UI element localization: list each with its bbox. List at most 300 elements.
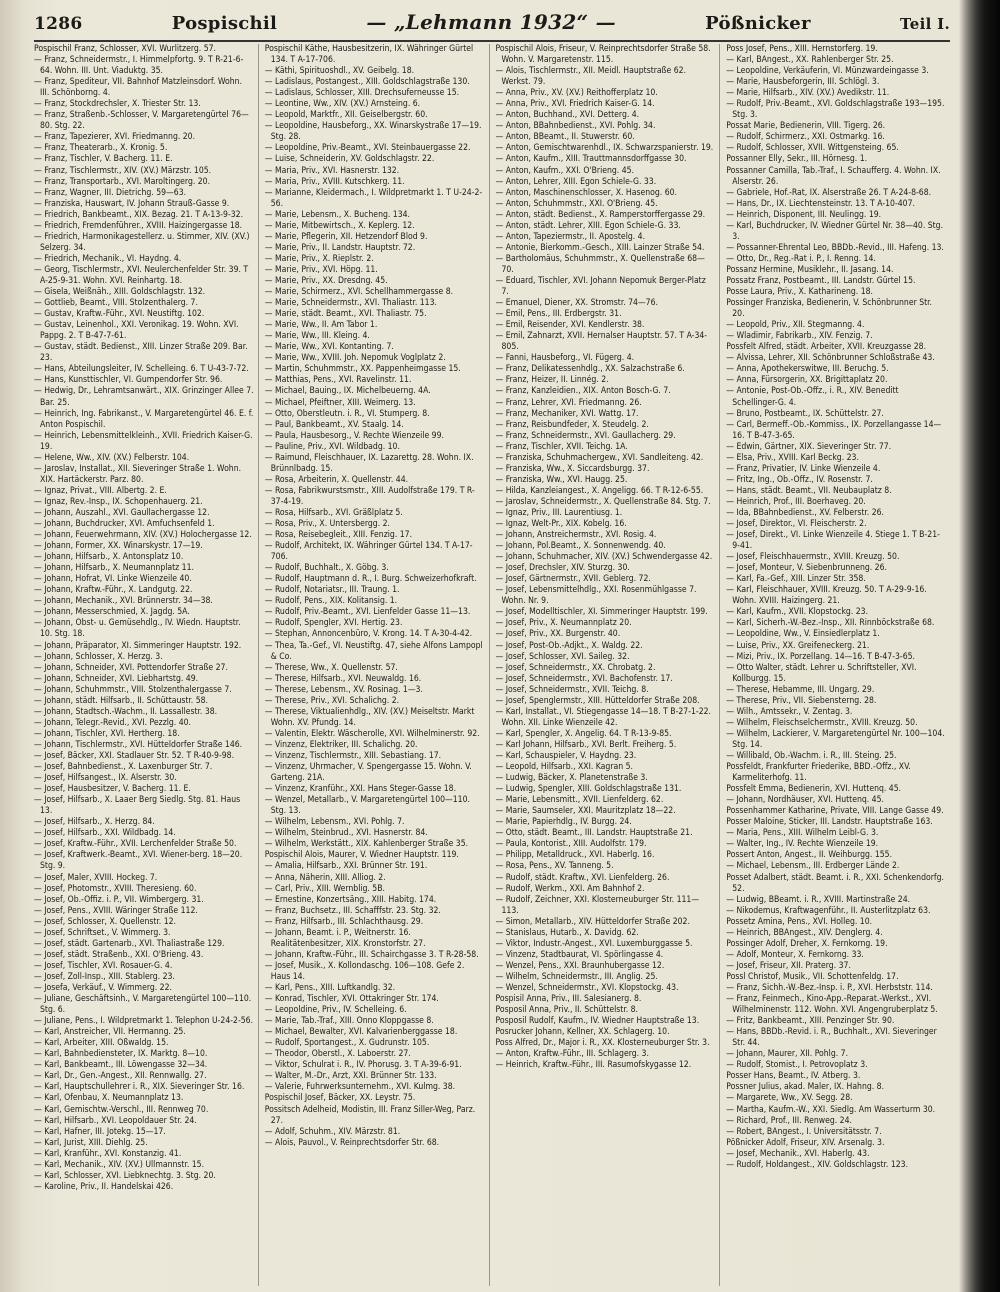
directory-entry: — Georg, Tischlermstr., XVI. Neulerchenfelder Str. 39. T A-25-9-31. Wohn. XVI. Reinhartg. 18. <box>34 264 249 286</box>
directory-entry: — Franz, Tischler, XVII. Teichg. 1A. <box>495 441 628 452</box>
directory-entry: Possat Marie, Bedienerin, VIII. Tigerg. 26. <box>726 121 886 132</box>
directory-entry: — Josefa, Verkäuf., V. Wimmerg. 22. <box>34 982 172 993</box>
directory-entry: — Josef, Post-Ob.-Adjkt., X. Waldg. 22. <box>495 640 643 651</box>
directory-entry: — Emil, Zahnarzt, XVII. Hernalser Hauptstr. 57. T A-34-805. <box>495 331 708 353</box>
directory-entry: Possert Anton, Angest., II. Weihburgg. 155. <box>726 850 893 861</box>
directory-entry: — Hans, Abteilungsleiter, IV. Schelleing. 6. T U-43-7-72. <box>34 364 249 375</box>
directory-entry: — Karl, Buchdrucker, IV. Wiedner Gürtel Nr. 38—40. Stg. 3. <box>726 220 944 242</box>
directory-entry: — Johann, Kraftw.-Führ., III. Schairchgasse 3. T R-28-58. <box>264 949 479 960</box>
directory-entry: — Stephan, Annoncenbüro, V. Krong. 14. T A-30-4-42. <box>264 629 473 640</box>
directory-entry: Pospischil Alois, Friseur, V. Reinprechtsdorfer Straße 58. Wohn. V. Margaretenstr. 115. <box>495 44 711 66</box>
directory-entry: Posrucker Johann, Kellner, XX. Schlagerg. 10. <box>495 1027 670 1038</box>
directory-entry: — Hans, BBDb.-Revid. i. R., Buchhalt., XVI. Sieveringer Str. 44. <box>726 1027 937 1049</box>
directory-entry: — Johann, Messerschmied, X. Jagdg. 5A. <box>34 607 190 618</box>
directory-entry: Possfeldt, Frankfurter Friederike, BBD.-Offz., XV. Karmeliterhofg. 11. <box>726 762 911 784</box>
directory-entry: — Anton, Kaufm., XIII. Trauttmannsdorffgasse 30. <box>495 154 687 165</box>
directory-entry: — Raimund, Fleischhauer, IX. Lazarettg. 28. Wohn. IX. Brünnlbadg. 15. <box>264 452 474 474</box>
directory-entry: — Anton, städt. Lehrer, XIII. Egon Schiele-G. 33. <box>495 220 681 231</box>
directory-entry: — Johann, Former, XX. Winarskystr. 17—19. <box>34 541 203 552</box>
directory-entry: — Valerie, Fuhrwerksunternehm., XVI. Kulmg. 38. <box>264 1082 456 1093</box>
directory-entry: — Jaroslav, Installat., XII. Sieveringer Straße 1. Wohn. XIX. Hartäckerstr. Parz. 80. <box>34 463 242 485</box>
directory-entry: — Wilhelm, Fleischselchermstr., XVIII. Kreuzg. 50. <box>726 717 918 728</box>
directory-entry: Pößnicker Adolf, Friseur, XIV. Arsenalg. 3. <box>726 1137 885 1148</box>
directory-entry: — Luise, Schneiderin, XV. Goldschlagstr. 22. <box>264 154 435 165</box>
directory-entry: — Karl, Jurist, XIII. Diehlg. 25. <box>34 1137 148 1148</box>
directory-entry: — Karl, Ofenbau, X. Neumannplatz 13. <box>34 1093 184 1104</box>
directory-entry: — Anton, BBeamt., II. Stuwerstr. 60. <box>495 132 635 143</box>
directory-entry: — Karl, Kranführ., XVI. Konstanzig. 41. <box>34 1148 182 1159</box>
directory-entry: — Heinrich, Disponent, III. Neulingg. 19. <box>726 209 882 220</box>
directory-entry: — Anton, Lehrer, XIII. Egon Schiele-G. 33. <box>495 176 657 187</box>
directory-entry: Possitsch Adelheid, Modistin, III. Franz Siller-Weg, Parz. 27. <box>264 1104 476 1126</box>
running-header <box>34 10 950 40</box>
directory-entry: — Stanislaus, Hutarb., X. Davidg. 62. <box>495 927 639 938</box>
directory-entry: — Rosa, Arbeiterin, X. Quellenstr. 44. <box>264 474 409 485</box>
directory-entry: — Heinrich, BBAngest., XIV. Denglerg. 4. <box>726 927 883 938</box>
directory-entry: — Ladislaus, Postangest., XIII. Goldschlagstraße 130. <box>264 77 470 88</box>
directory-entry: — Josef, Modelltischler, XI. Simmeringer Hauptstr. 199. <box>495 607 708 618</box>
directory-entry: — Josef, Photomstr., XVIII. Theresieng. 60. <box>34 883 197 894</box>
directory-entry: — Therese, Ww., X. Quellenstr. 57. <box>264 662 398 673</box>
directory-entry: — Thea, Ta.-Gef., VI. Neustiftg. 47, siehe Alfons Lampopl & Co. <box>264 640 483 662</box>
header-first-name: Pospischil <box>171 13 278 34</box>
directory-entry: — Josef, Schlosser, X. Quellenstr. 12. <box>34 916 177 927</box>
directory-entry: — Johann, Mechanik., XVI. Brünnerstr. 34—38. <box>34 596 213 607</box>
directory-entry: — Marie, Hilfsarb., XIV. (XV.) Avedikstr. 11. <box>726 88 890 99</box>
directory-entry: — Marie, Saumseler, XXI. Mauritzplatz 18—22. <box>495 806 676 817</box>
directory-entry: Possinger Adolf, Dreher, X. Fernkorng. 19. <box>726 938 888 949</box>
directory-entry: — Johann, Schneider, XVI. Liebhartstg. 49. <box>34 673 199 684</box>
directory-entry: Possatz Franz, Postbeamt., III. Landstr. Gürtel 15. <box>726 275 916 286</box>
directory-entry: — Paula, Hausbesorg., V. Rechte Wienzeile 99. <box>264 430 444 441</box>
directory-entry: — Simon, Metallarb., XIV. Hütteldorfer Straße 202. <box>495 916 690 927</box>
directory-entry: — Johann, Schlosser, X. Herzg. 3. <box>34 651 163 662</box>
directory-entry: — Franz, Schneidermstr., XVI. Gaullacherg. 29. <box>495 430 676 441</box>
directory-entry: — Philipp, Metalldruck., XVI. Haberlg. 16. <box>495 850 655 861</box>
directory-entry: — Leopold, Priv., XII. Stegmanng. 4. <box>726 320 865 331</box>
directory-entry: — Heinrich, Prof., III. Boerhaveg. 20. <box>726 496 866 507</box>
directory-entry: — Juliane, Pens., I. Wildpretmarkt 1. Telephon U-24-2-56. <box>34 1016 254 1027</box>
directory-entry: — Michael, Lebensm., III. Erdberger Lände 2. <box>726 861 900 872</box>
directory-entry: — Anton, Schuhmmstr., XXI. O'Brieng. 45. <box>495 198 658 209</box>
directory-entry: — Antonie, Post-Ob.-Offz., i. R., XIV. Beneditt Schellinger-G. 4. <box>726 386 899 408</box>
directory-entry: — Emil, Reisender, XVI. Kendlerstr. 38. <box>495 320 645 331</box>
directory-entry: — Therese, Priv., XVI. Schalichg. 2. <box>264 695 400 706</box>
directory-entry: — Therese, Lebensm., XV. Rosinag. 1—3. <box>264 684 423 695</box>
directory-entry: — Karl, Installat., VI. Stiegengasse 14—18. T B-27-1-22. Wohn. XII. Linke Wienzeile 42. <box>495 706 711 728</box>
directory-entry: — Franz, Wagner, III. Dietrichg. 59—63. <box>34 187 187 198</box>
directory-entry: — Fanni, Hausbeforg., VI. Fügerg. 4. <box>495 353 635 364</box>
directory-entry: — Matthias, Pens., XVI. Ravelinstr. 11. <box>264 375 412 386</box>
column-1 <box>34 44 259 1286</box>
directory-entry: — Karl, Fleischhauer, XVIII. Kreuzg. 50. T A-29-9-16. Wohn. XVIII. Haizingerg. 21. <box>726 585 927 607</box>
directory-entry: — Gisela, Weißnäh., XIII. Goldschlagstr. 132. <box>34 287 206 298</box>
directory-entry: — Michael, Bewalter, XVI. Kalvarienberggasse 18. <box>264 1027 458 1038</box>
directory-entry: — Otto, Dr., Reg.-Rat i. P., I. Renng. 14. <box>726 253 876 264</box>
directory-entry: — Karl, Hafner, III. Jotekg. 15—17. <box>34 1126 166 1137</box>
directory-entry: — Josef, städt. Straßenb., XXI. O'Brieng. 43. <box>34 949 204 960</box>
directory-entry: — Wilhelm, Werkstätt., XIX. Kahlenberger Straße 35. <box>264 839 469 850</box>
directory-entry: — Anton, Kaufm., XXI. O'Brieng. 45. <box>495 165 635 176</box>
directory-entry: — Josef, Gärtnermstr., XVII. Geblerg. 72. <box>495 574 651 585</box>
directory-entry: — Franziska, Hauswart, IV. Johann Strauß-Gasse 9. <box>34 198 230 209</box>
directory-entry: — Alois, Pauvol., V. Reinprechtsdorfer Str. 68. <box>264 1137 440 1148</box>
directory-entry: — Johann, Stadtsch.-Wachm., II. Lassallestr. 38. <box>34 706 218 717</box>
directory-entry: — Wenzel, Metallarb., V. Margaretengürtel 100—110. Stg. 13. <box>264 795 470 817</box>
directory-entry: — Johann, Anstreichermstr., XVI. Rosig. 4. <box>495 530 657 541</box>
directory-entry: Pospischil Käthe, Hausbesitzerin, IX. Währinger Gürtel 134. T A-17-706. <box>264 44 474 66</box>
directory-entry: — Konrad, Tischler, XVI. Ottakringer Str. 174. <box>264 994 439 1005</box>
directory-entry: — Helene, Ww., XIV. (XV.) Felberstr. 104. <box>34 452 190 463</box>
directory-entry: Posser Maloine, Sticker, III. Landstr. Hauptstraße 163. <box>726 817 933 828</box>
directory-entry: — Hedwig, Dr., Lehramtsanwärt., XIX. Grinzinger Allee 7. Bar. 25. <box>34 386 254 408</box>
directory-entry: — Maria, Pens., XIII. Wilhelm Leibl-G. 3. <box>726 828 879 839</box>
directory-entry: — Franz, Straßenb.-Schlosser, V. Margaretengürtel 76—80. Stg. 22. <box>34 110 249 132</box>
directory-entry: — Wenzel, Pens., XXI. Braunhubergasse 12. <box>495 960 665 971</box>
directory-entry: — Johann, Schuhmacher, XIV. (XV.) Schwendergasse 42. <box>495 552 713 563</box>
directory-entry: — Martin, Schuhmmstr., XX. Pappenheimgasse 15. <box>264 364 461 375</box>
directory-entry: — Josef, Hausbesitzer, V. Bacherg. 11. E. <box>34 784 191 795</box>
directory-entry: — Otto, städt. Beamt., III. Landstr. Hauptstraße 21. <box>495 828 693 839</box>
directory-entry: — Juliane, Geschäftsinh., V. Margaretengürtel 100—110. Stg. 6. <box>34 994 252 1016</box>
directory-entry: — Luise, Priv., XX. Greifeneckerg. 21. <box>726 640 870 651</box>
directory-entry: Posset Adalbert, städt. Beamt. i. R., XXI. Schenkendorfg. 52. <box>726 872 944 894</box>
directory-entry: — Josef, Spenglermstr., XIII. Hütteldorfer Straße 208. <box>495 695 700 706</box>
directory-entry: — Johann, Obst- u. Gemüsehdlg., IV. Wiedn. Hauptstr. 10. Stg. 18. <box>34 618 241 640</box>
directory-entry: — Gustav, städt. Bedienst., XIII. Linzer Straße 209. Bar. 23. <box>34 342 248 364</box>
directory-entry: — Pauline, Priv., XVI. Wildbadg. 10. <box>264 441 400 452</box>
directory-entry: — Emanuel, Diener, XX. Stromstr. 74—76. <box>495 298 658 309</box>
directory-entry: — Josef, Schneidermstr., XVII. Teichg. 8. <box>495 684 649 695</box>
directory-entry: — Marie, Papierhdlg., IV. Burgg. 24. <box>495 817 632 828</box>
directory-entry: — Marie, Priv., XX. Dresdng. 45. <box>264 275 388 286</box>
directory-entry: — Marie, Hausbeforgerin, III. Schlögl. 3. <box>726 77 880 88</box>
directory-entry: — Viktor, Industr.-Angest., XVI. Luxemburggasse 5. <box>495 938 693 949</box>
directory-entry: — Marie, Lebensm., X. Bucheng. 134. <box>264 209 410 220</box>
directory-entry: — Josef, Schneidermstr., XX. Chrobatg. 2. <box>495 662 656 673</box>
directory-entry: — Wilhelm, Steinbrud., XVI. Hasnerstr. 84. <box>264 828 428 839</box>
directory-entry: — Anton, städt. Bedienst., X. Ramperstorffergasse 29. <box>495 209 706 220</box>
directory-entry: — Johann, Buchdrucker, XVI. Amfuchsenfeld 1. <box>34 519 215 530</box>
directory-entry: — Ida, BBahnbedienst., XV. Felberstr. 26. <box>726 507 884 518</box>
directory-entry: — Heinrich, Kraftw.-Führ., III. Rasumofskygasse 12. <box>495 1060 692 1071</box>
directory-entry: — Johann, Auszahl., XVI. Gaullachergasse 12. <box>34 507 210 518</box>
directory-entry: — Alvissa, Lehrer, XII. Schönbrunner Schloßstraße 43. <box>726 353 935 364</box>
directory-entry: — Bruno, Postbeamt., IX. Schüttelstr. 27. <box>726 408 884 419</box>
directory-entry: — Fritz, Ing., Ob.-Offz., IV. Rosenstr. 7. <box>726 474 873 485</box>
directory-entry: — Heinrich, Ing. Fabrikanst., V. Margaretengürtel 46. E. f. Anton Pospischil. <box>34 408 254 430</box>
directory-entry: — Karl, Hauptschullehrer i. R., XIX. Sieveringer Str. 16. <box>34 1082 245 1093</box>
directory-entry: — Johann, Feuerwehrmann, XIV. (XV.) Holochergasse 12. <box>34 530 252 541</box>
directory-entry: — Franz, Delikatessenhdlg., XX. Salzachstraße 6. <box>495 364 685 375</box>
directory-entry: — Vinzenz, Tischlermstr., XIII. Sebastiang. 17. <box>264 751 442 761</box>
directory-entry: — Marie, Ww., XVI. Kontanting. 7. <box>264 342 394 353</box>
directory-entry: — Marie, Priv., II. Landstr. Hauptstr. 72. <box>264 242 416 253</box>
directory-entry: — Johann, Pol.Beamt., X. Sonnenwendg. 40. <box>495 541 666 552</box>
directory-entry: — Fritz, Bankbeamt., XIII. Penzinger Str. 90. <box>726 1016 895 1027</box>
directory-entry: — Josef, Direkt., VI. Linke Wienzeile 4. Stiege 1. T B-21-9-41. <box>726 530 940 552</box>
directory-entry: — Franz, Theaterarb., X. Kronig. 5. <box>34 143 168 154</box>
directory-entry: — Johann, städt. Hilfsarb., II. Schüttaustr. 58. <box>34 695 209 706</box>
directory-entry: — Josef, Kraftw.-Führ., XVII. Lerchenfelder Straße 50. <box>34 839 237 850</box>
directory-entry: — Vinzenz, Kranführ., XXI. Hans Steger-Gasse 18. <box>264 784 457 795</box>
directory-entry: — Maria, Priv., XVI. Hasnerstr. 132. <box>264 165 400 176</box>
directory-entry: — Johann, Maurer, XII. Pohlg. 7. <box>726 1049 849 1060</box>
directory-entry: — Marie, Priv., XVI. Höpg. 11. <box>264 264 378 275</box>
directory-entry: Possfelt Emma, Bedienerin, XVI. Huttenq. 45. <box>726 784 902 795</box>
directory-entry: — Ladislaus, Schlosser, XIII. Drechsuferneusse 15. <box>264 88 460 99</box>
directory-entry: — Hilda, Kanzleiangest., X. Angeligg. 66. T R-12-6-55. <box>495 485 704 496</box>
directory-entry: Posser Hans, Beamt., IV. Atberg. 3. <box>726 1071 861 1082</box>
directory-entry: Possl Christof, Musik., VII. Schottenfeldg. 17. <box>726 971 899 982</box>
directory-entry: — Josef, Musik., X. Kollondaschg. 106—108. Gefe 2. Haus 14. <box>264 960 465 982</box>
directory-entry: — Rudolf, Pens., XIX. Kolitansig. 1. <box>264 596 398 607</box>
directory-entry: — Jaroslav, Schneidermstr., X. Quellenstraße 84. Stg. 7. <box>495 496 711 507</box>
directory-entry: — Wilhelm, Lebensm., XVI. Pohlg. 7. <box>264 817 405 828</box>
directory-entry: — Paula, Kontorist., XIII. Audolfstr. 179. <box>495 839 647 850</box>
directory-entry: — Paul, Bankbeamt., XV. Staalg. 14. <box>264 419 404 430</box>
directory-entry: — Anna, Priv., XVI. Friedrich Kaiser-G. 14. <box>495 99 655 110</box>
binding-shadow <box>958 0 1000 1292</box>
directory-entry: — Josef, Lebensmittelhdlg., XXI. Rosenmühlgasse 7. Wohn. Nr. 9. <box>495 585 697 607</box>
directory-entry: — Johann, Schuhmmstr., VIII. Stolzenthalergasse 7. <box>34 684 232 695</box>
directory-entry: — Vinzenz, Stadtbaurat, VI. Spörlingasse 4. <box>495 949 664 960</box>
directory-entry: — Josef, Bahnbedienst., X. Laxenburger Str. 7. <box>34 762 213 773</box>
directory-entry: Possner Julius, akad. Maler, IX. Hahng. 8. <box>726 1082 885 1093</box>
directory-entry: — Josef, Schneidermstr., XVI. Bachofenstr. 17. <box>495 673 673 684</box>
directory-entry: — Therese, Viktualienhdlg., XIV. (XV.) Meiseltstr. Markt Wohn. XV. Pfundg. 14. <box>264 706 475 728</box>
directory-entry: — Marie, Pflegerin, XII. Hetzendorf Blod 9. <box>264 231 428 242</box>
directory-entry: — Nikodemus, Kraftwagenführ., II. Austerlitzplatz 63. <box>726 905 931 916</box>
directory-entry: — Ignaz, Welt-Pr., XIX. Kobelg. 16. <box>495 519 627 530</box>
publication-title: — „Lehmann 1932“ — <box>366 10 616 34</box>
directory-entry: — Marie, Lebensmitt., XVII. Lienfelderg. 62. <box>495 795 664 806</box>
directory-entry: — Karl, Bahnbediensteter, IX. Marktg. 8—10. <box>34 1049 208 1060</box>
directory-entry: — Therese, Priv., VII. Siebensterng. 28. <box>726 695 877 706</box>
directory-entry: — Antonie, Bierkomm.-Gesch., XIII. Lainzer Straße 54. <box>495 242 705 253</box>
directory-entry: — Anton, Kraftw.-Führ., III. Schlagerg. 3. <box>495 1049 649 1060</box>
directory-entry: — Ernestine, Konzertsäng., XIII. Habitg. 174. <box>264 894 437 905</box>
directory-entry: — Marie, Mitbewirtsch., X. Keplerg. 12. <box>264 220 415 231</box>
directory-entry: — Rudolf, Holdangest., XIV. Goldschlagstr. 123. <box>726 1159 909 1170</box>
directory-entry: — Heinrich, Lebensmittelkleinh., XVII. Friedrich Kaiser-G. 19. <box>34 430 253 452</box>
directory-entry: — Leopoldine, Ww., V. Einsiedlerplatz 1. <box>726 629 880 640</box>
directory-entry: — Rudolf, Priv.-Beamt., XVI. Goldschlagstraße 193—195. Stg. 3. <box>726 99 945 121</box>
directory-entry: — Käthi, Spirituoshdl., XV. Geibelg. 18. <box>264 66 415 77</box>
directory-entry: — Johann, Nordhäuser, XVI. Huttenq. 45. <box>726 795 884 806</box>
directory-entry: — Franz, Schneidermstr., I. Himmelpfortg. 9. T R-21-6-64. Wohn. III. Unt. Viaduktg. 35. <box>34 55 244 77</box>
directory-entry: — Ludwig, BBeamt. i. R., XVIII. Martinstraße 24. <box>726 894 911 905</box>
directory-entry: — Marianne, Kleidermach., I. Wildpretmarkt 1. T U-24-2-56. <box>264 187 483 209</box>
directory-entry: — Josef, Zoll-Insp., XIII. Stablerg. 23. <box>34 971 175 982</box>
directory-entry: — Wenzel, Schneidermstr., XVI. Klopstockg. 43. <box>495 982 679 993</box>
directory-entry: Posposil Rudolf, Kaufm., IV. Wiedner Hauptstraße 13. <box>495 1016 700 1027</box>
directory-entry: — Vinzenz, Elektriker, III. Schalichg. 20. <box>264 739 418 750</box>
directory-entry: Pospischil Alois, Maurer, V. Wiedner Hauptstr. 119. <box>264 850 459 861</box>
directory-entry: — Vinzenz, Uhrmacher, V. Spengergasse 15. Wohn. V. Garteng. 21A. <box>264 762 472 784</box>
directory-entry: — Karl Johann, Hilfsarb., XVI. Berlt. Freiherg. 5. <box>495 739 677 750</box>
directory-entry: — Franz, Lehrer, XVI. Friedmanng. 26. <box>495 397 642 408</box>
directory-entry: — Franz, Buchsetz., III. Schafffstr. 23. Stg. 32. <box>264 905 441 916</box>
directory-entry: — Franz, Mechaniker, XVI. Wattg. 17. <box>495 408 639 419</box>
directory-entry: — Hans, Kunsttischler, VI. Gumpendorfer Str. 96. <box>34 375 223 386</box>
directory-entry: — Friedrich, Fremdenführer., XVIII. Haizingergasse 18. <box>34 220 243 231</box>
directory-entry: — Leopold, Marktfr., XII. Geiselbergstr. 60. <box>264 110 428 121</box>
directory-entry: — Anna, Näherin, XIII. Alliog. 2. <box>264 872 386 883</box>
directory-entry: — Rudolf, Werkm., XXI. Am Bahnhof 2. <box>495 883 645 894</box>
directory-entry: — Michael, Pfeiftner, XIII. Weimerg. 13. <box>264 397 416 408</box>
directory-entry: — Josef, Schlosser, XVI. Saileg. 32. <box>495 651 630 662</box>
directory-entry: — Rosa, Reisebegleit., XIII. Fenzig. 17. <box>264 530 413 541</box>
directory-entry: — Gottlieb, Beamt., VIII. Stolzenthalerg. 7. <box>34 298 198 309</box>
directory-entry: — Franz, Spediteur, VII. Bahnhof Matzleinsdorf. Wohn. III. Schönborng. 4. <box>34 77 243 99</box>
directory-entry: — Anna, Apothekerswitwe, III. Beruchg. 5. <box>726 364 889 375</box>
directory-entry: — Leopoldine, Verkäuferin, VI. Münzwardeingasse 3. <box>726 66 929 77</box>
directory-entry: — Michael, Bauing., IX. Michelbeuerng. 4A. <box>264 386 431 397</box>
directory-entry: — Hans, Dr., IX. Liechtensteinstr. 13. T A-10-407. <box>726 198 915 209</box>
directory-entry: — Marie, Tab.-Traf., XIII. Onno Kloppgasse 8. <box>264 1016 434 1027</box>
directory-entry: — Karl, Sicherh.-W.-Bez.-Insp., XII. Rinnböckstraße 68. <box>726 618 935 629</box>
directory-entry: — Ludwig, Spengler, XIII. Goldschlagstraße 131. <box>495 784 682 795</box>
directory-entry: — Maria, Priv., XVIII. Kutschkerg. 11. <box>264 176 405 187</box>
directory-entry: — Adolf, Schuhm., XIV. Märzstr. 81. <box>264 1126 401 1137</box>
directory-entry: — Gustav, Kraftw.-Führ., XVI. Neustiftg. 102. <box>34 309 205 320</box>
directory-entry: — Marie, Ww., III. Kleing. 4. <box>264 331 370 342</box>
directory-entry: — Marie, Schneidermstr., XVI. Thaliastr. 113. <box>264 298 437 309</box>
directory-entry: Poss Alfred, Dr., Major i. R., XX. Klosterneuburger Str. 3. <box>495 1038 710 1049</box>
header-rule <box>34 40 950 42</box>
directory-entry: — Karl, Pens., XIII. Luftkandlg. 32. <box>264 982 396 993</box>
directory-entry: Pospischil Josef, Bäcker, XX. Leystr. 75. <box>264 1093 416 1104</box>
directory-entry: — Josef, Monteur, V. Siebenbrunneng. 26. <box>726 563 887 574</box>
directory-entry: — Johann, Beamt. i. P., Weitnerstr. 16. Realitätenbesitzer, XIX. Kronstorfstr. 27. <box>264 927 426 949</box>
directory-entry: — Karl, Fa.-Gef., XIII. Linzer Str. 358. <box>726 574 866 585</box>
directory-entry: — Carl, Priv., XIII. Wernblig. 5B. <box>264 883 385 894</box>
directory-entry: — Martha, Kaufm.-W., XXI. Siedlg. Am Wasserturm 30. <box>726 1104 936 1115</box>
directory-entry: — Friedrich, Bankbeamt., XIX. Bezag. 21. T A-13-9-32. <box>34 209 244 220</box>
directory-entry: — Franz, Tapezierer, XVI. Friedmanng. 20. <box>34 132 196 143</box>
directory-entry: — Josef, Pens., XVIII. Wäringer Straße 112. <box>34 905 198 916</box>
directory-entry: Possinger Franziska, Bedienerin, V. Schönbrunner Str. 20. <box>726 298 932 320</box>
directory-entry: — Johann, Hilfsarb., X. Antonsplatz 10. <box>34 552 184 563</box>
directory-entry: — Otto Walter, städt. Lehrer u. Schriftsteller, XVI. Kollburgg. 15. <box>726 662 917 684</box>
directory-entry: — Therese, Hilfsarb., XVI. Neuwaldg. 16. <box>264 673 422 684</box>
directory-entry: — Rudolf, Notariatsr., III. Traung. 1. <box>264 585 400 596</box>
directory-entry: — Franz, Privatier, IV. Linke Wienzeile 4. <box>726 463 881 474</box>
directory-entry: — Leopold, Hilfsarb., XXI. Kagran 5. <box>495 762 633 773</box>
directory-entry: Possanz Hermine, Musiklehr., II. Jasang. 14. <box>726 264 894 275</box>
directory-entry: — Karl, Schauspieler, V. Haydng. 23. <box>495 751 637 761</box>
directory-entry: Possetz Amina, Pens., XVI. Holleg. 10. <box>726 916 873 927</box>
directory-entry: — Rudolf, Architekt, IX. Währinger Gürtel 134. T A-17-706. <box>264 541 473 563</box>
directory-entry: — Anna, Fürsorgerin, XX. Brigittaplatz 20. <box>726 375 888 386</box>
directory-entry: — Mizi, Priv., IX. Porzellang. 14—16. T B-47-3-65. <box>726 651 916 662</box>
directory-entry: — Valentin, Elektr. Wäscherolle, XVI. Wilhelminerstr. 92. <box>264 728 480 739</box>
directory-entry: — Rudolf, Spengler, XVI. Hertig. 23. <box>264 618 403 629</box>
directory-entry: — Robert, BAngest., I. Universitätsstr. 7. <box>726 1126 882 1137</box>
directory-entry: — Josef, Hilfsarb., X. Laaer Berg Siedlg. Stg. 81. Haus 13. <box>34 795 241 817</box>
directory-entry: — Rosa, Hilfsarb., XVI. Gräßlplatz 5. <box>264 507 403 518</box>
directory-entry: Possanner Elly, Sekr., III. Hörnesg. 1. <box>726 154 868 165</box>
directory-entry: Posse Laura, Priv., X. Katharineng. 18. <box>726 287 874 298</box>
directory-entry: — Gabriele, Hof.-Rat, IX. Alserstraße 26. T A-24-8-68. <box>726 187 932 198</box>
directory-entry: — Josef, Mechanik., XVI. Haberlg. 43. <box>726 1148 870 1159</box>
directory-entry: — Marie, Ww., XVIII. Joh. Nepomuk Voglplatz 2. <box>264 353 446 364</box>
directory-entry: — Franz, Stockdrechsler, X. Triester Str. 13. <box>34 99 201 110</box>
directory-entry: — Josef, Fleischhauermstr., XVIII. Kreuzg. 50. <box>726 552 900 563</box>
directory-entry: — Karl, Dr., Gen.-Angest., XII. Rennwallg. 27. <box>34 1071 207 1082</box>
directory-entry: — Josef, Tischler, XVI. Rosauer-G. 4. <box>34 960 173 971</box>
directory-entry: — Franz, Tischlermstr., XIV. (XV.) Märzstr. 105. <box>34 165 212 176</box>
directory-entry: Possanner Camilla, Tab.-Traf., I. Schaufferg. 4. Wohn. IX. Alserstr. 26. <box>726 165 941 187</box>
directory-entry: — Josef, städt. Gartenarb., XVI. Thaliastraße 129. <box>34 938 225 949</box>
directory-entry: — Johann, Tischlermstr., XVI. Hütteldorfer Straße 146. <box>34 739 243 750</box>
directory-entry: — Rudolf, Sportangest., X. Gudrunstr. 105. <box>264 1038 430 1049</box>
directory-entry: — Wladimir, Fabrikarb., XIV. Fenzig. 7. <box>726 331 873 342</box>
directory-entry: — Anton, Buchhand., XVI. Detterg. 4. <box>495 110 640 121</box>
directory-entry: — Karl, BAngest., XX. Rahlenberger Str. 25. <box>726 55 894 66</box>
directory-entry: — Johann, Telegr.-Revid., XVI. Pezzlg. 40. <box>34 717 192 728</box>
header-last-name: Pößnicker <box>705 13 811 34</box>
directory-entry: — Johann, Präparator, XI. Simmeringer Hauptstr. 192. <box>34 640 242 651</box>
directory-entry: — Hans, städt. Beamt., VII. Neubauplatz 8. <box>726 485 892 496</box>
directory-entry: — Leontine, Ww., XIV. (XV.) Arnsteing. 6. <box>264 99 421 110</box>
directory-entry: Posposil Anna, Priv., II. Schüttelstr. 8. <box>495 1005 638 1016</box>
directory-entry: — Rudolf, Schirmerz., XXI. Ostmarkg. 16. <box>726 132 885 143</box>
directory-entry: — Otto, Oberstleutn. i. R., VI. Stumperg. 8. <box>264 408 430 419</box>
directory-entry: — Johann, Tischler, XVI. Hertherg. 18. <box>34 728 180 739</box>
directory-entry: Possenhammer Katharine, Private, VIII. Lange Gasse 49. <box>726 806 944 817</box>
directory-entry: — Marie, städt. Beamt., XVI. Thaliastr. 75. <box>264 309 427 320</box>
directory-entry: — Johann, Hilfsarb., X. Neumannplatz 11. <box>34 563 194 574</box>
volume-part: Teil I. <box>900 15 950 33</box>
directory-entry: — Amalia, Hilfsarb., XXI. Brünner Str. 191. <box>264 861 428 872</box>
directory-entry: — Bartholomäus, Schuhmmstr., X. Quellenstraße 68—70. <box>495 253 705 275</box>
directory-entry: — Karl, Hilfsarb., XVI. Leopoldauer Str. 24. <box>34 1115 197 1126</box>
directory-entry: — Josef, Hilfsarb., X. Herzg. 84. <box>34 817 155 828</box>
directory-entry: — Edwin, Gärtner, XIX. Sieveringer Str. 77. <box>726 441 892 452</box>
directory-entry: — Anton, BBahnbedienst., XVI. Pohlg. 34. <box>495 121 656 132</box>
directory-entry: — Karl, Kaufm., XVII. Klopstockg. 23. <box>726 607 869 618</box>
directory-entry: — Karl, Spengler, X. Angelig. 64. T R-13-9-85. <box>495 728 672 739</box>
directory-entry: — Josef, Direktor., VI. Fleischerstr. 2. <box>726 519 867 530</box>
directory-entry: Possfelt Alfred, städt. Arbeiter, XVII. Kreuzgasse 28. <box>726 342 927 353</box>
directory-entry: — Franz, Kanzleidien., XIX. Anton Bosch-G. 7. <box>495 386 671 397</box>
directory-entry: — Possanner-Ehrental Leo, BBDb.-Revid., III. Hafeng. 13. <box>726 242 944 253</box>
directory-entry: — Karl, Arbeiter, XIII. Oßwaldg. 15. <box>34 1038 169 1049</box>
directory-entry: — Josef, Drechsler, XIV. Sturzg. 30. <box>495 563 630 574</box>
directory-entry: — Ignaz, Privat., VIII. Albertg. 2. E. <box>34 485 167 496</box>
directory-entry: — Anna, Priv., XV. (XV.) Reithofferplatz 10. <box>495 88 658 99</box>
directory-entry: — Leopoldine, Priv., IV. Schelleing. 6. <box>264 1005 407 1016</box>
directory-entry: — Walter, Ing., IV. Rechte Wienzeile 19. <box>726 839 879 850</box>
directory-entry: — Wilhelm, Lackierer, V. Margaretengürtel Nr. 100—104. Stg. 14. <box>726 728 945 750</box>
directory-entry: — Marie, Ww., II. Am Tabor 1. <box>264 320 378 331</box>
directory-entry: — Rudolf, Zeichner, XXI. Klosterneuburger Str. 111—113. <box>495 894 700 916</box>
directory-entry: — Josef, Hilfsangest., IX. Alserstr. 30. <box>34 773 177 784</box>
directory-entry: — Rudolf, Buchhalt., X. Göbg. 3. <box>264 563 389 574</box>
directory-entry: — Josef, Schriftset., V. Wimmerg. 3. <box>34 927 171 938</box>
directory-entry: — Franziska, Ww., X. Siccardsburgg. 37. <box>495 463 650 474</box>
directory-entry: — Friedrich, Harmonikagestellerz. u. Stimmer, XIV. (XV.) Selzerg. 34. <box>34 231 250 253</box>
directory-entry: — Josef, Priv., XX. Burgenstr. 40. <box>495 629 621 640</box>
directory-entry: — Rosa, Pens., XV. Tanneng. 5. <box>495 861 614 872</box>
directory-entry: — Rudolf, Priv.-Beamt., XVI. Lienfelder Gasse 11—13. <box>264 607 471 618</box>
directory-entry: — Emil, Pens., III. Erdbergstr. 31. <box>495 309 622 320</box>
directory-entry: — Josef, Friseur, XII. Praterg. 37. <box>726 960 851 971</box>
directory-entry: — Karl, Mechanik., XIV. (XV.) Ullmannstr. 15. <box>34 1159 205 1170</box>
directory-entry: — Rosa, Fabrikwurstsmstr., XIII. Audolfstraße 179. T R-37-4-19. <box>264 485 475 507</box>
